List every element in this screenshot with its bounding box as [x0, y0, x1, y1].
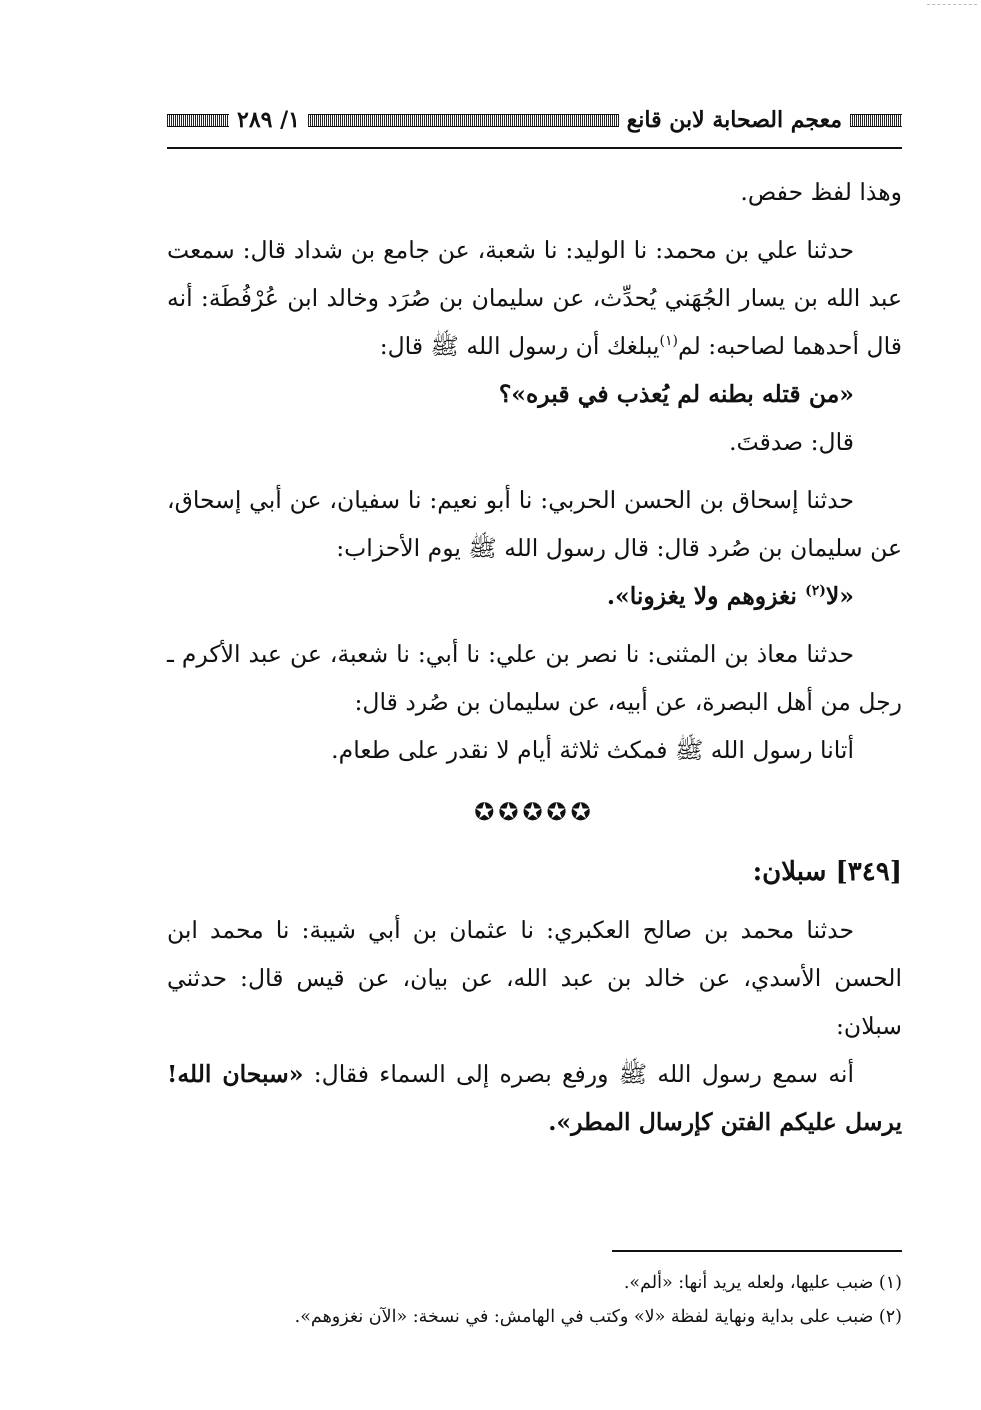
header-title: معجم الصحابة لابن قانع [626, 107, 842, 133]
hadith-paragraph [167, 226, 902, 370]
body-text [167, 168, 902, 1146]
hadith-text: حدثنا علي بن محمد: نا الوليد: نا شعبة، عن جامع بن شداد قال: سمعت عبد الله بن يسار الجُهَني يُحدِّث، عن سليمان بن صُرَد وخالد ابن عُرْفُطَة: أنه قال أحدهما لصاحبه: لم [167, 236, 902, 360]
section-divider-stars: ✪✪✪✪✪ [474, 798, 595, 826]
footnote-2: (٢) ضبب على بداية ونهاية لفظة «لا» وكتب في الهامش: في نسخة: «الآن نغزوهم». [294, 1307, 902, 1327]
running-header [167, 100, 902, 140]
hadith-paragraph: حدثنا إسحاق بن الحسن الحربي: نا أبو نعيم: نا سفيان، عن أبي إسحاق، عن سليمان بن صُرد قال: قال رسول الله ﷺ يوم الأحزاب: [167, 486, 902, 562]
hadith-paragraph [167, 1050, 902, 1146]
footnotes [167, 1266, 902, 1334]
footnote-separator [612, 1250, 902, 1252]
footnote-1: (١) ضبب عليها، ولعله يريد أنها: «ألم». [623, 1273, 902, 1293]
hadith-paragraph: حدثنا محمد بن صالح العكبري: نا عثمان بن أبي شيبة: نا محمد ابن الحسن الأسدي، عن خالد بن عبد الله، عن بيان، عن قيس قال: حدثني سبلان: [167, 916, 902, 1040]
corner-mark [927, 4, 977, 5]
hadith-quote [167, 572, 902, 620]
header-rule [167, 147, 902, 149]
quote-text: «لا [825, 582, 854, 610]
hadith-paragraph: حدثنا معاذ بن المثنى: نا نصر بن علي: نا أبي: نا شعبة، عن عبد الأكرم ـ رجل من أهل البصرة، عن أبيه، عن سليمان بن صُرد قال: [167, 640, 902, 716]
hadith-text: يبلغك أن رسول الله ﷺ قال: [379, 332, 660, 360]
header-ornament-left [167, 114, 229, 127]
hadith-quote: «من قتله بطنه لم يُعذب في قبره»؟ [498, 380, 854, 408]
hadith-quote: «سبحان الله! يرسل عليكم الفتن كإرسال المطر». [167, 1060, 902, 1136]
header-ornament-middle [308, 114, 619, 127]
header-page-number: ١/ ٢٨٩ [237, 107, 300, 133]
hadith-text: أنه سمع رسول الله ﷺ ورفع بصره إلى السماء فقال: [313, 1060, 854, 1088]
footnote-ref-1: (١) [659, 333, 678, 350]
header-ornament-right [850, 114, 902, 127]
text-line: وهذا لفظ حفص. [740, 178, 902, 206]
footnote-ref-2: (٢) [805, 583, 826, 600]
hadith-text: أتانا رسول الله ﷺ فمكث ثلاثة أيام لا نقدر على طعام. [331, 736, 854, 764]
entry-heading: [٣٤٩] سبلان: [752, 857, 902, 887]
text-line: قال: صدقتَ. [729, 428, 854, 456]
quote-text: نغزوهم ولا يغزونا». [606, 582, 797, 610]
